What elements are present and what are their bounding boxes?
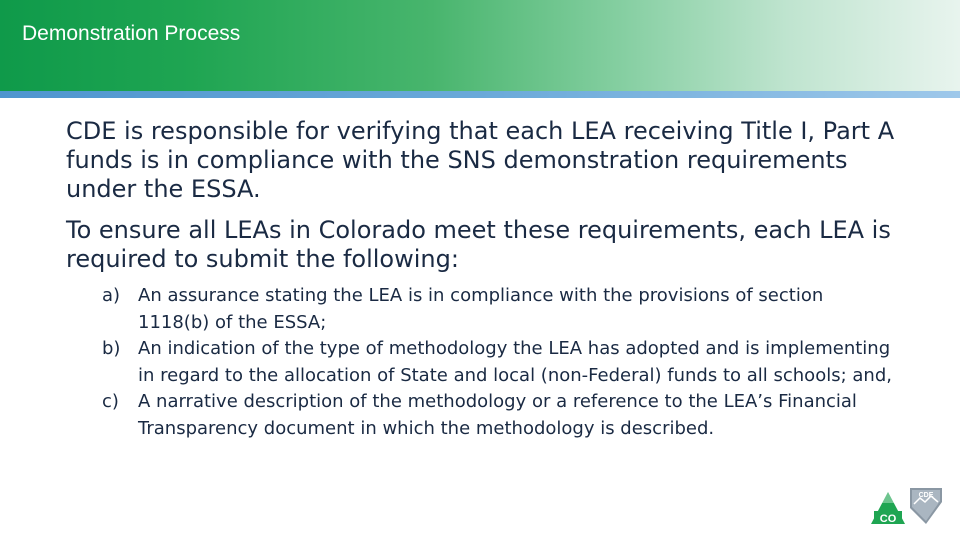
list-item (102, 283, 892, 336)
requirements-paragraph: To ensure all LEAs in Colorado meet these requirements, each LEA is required to submit the following: (66, 216, 891, 273)
logo-co-text: CO (879, 513, 897, 525)
list-marker: b) (102, 338, 121, 359)
list-marker: a) (102, 285, 121, 306)
intro-paragraph: CDE is responsible for verifying that each LEA receiving Title I, Part A funds is in compliance with the SNS demonstration requirements under the ESSA. (66, 117, 895, 203)
list-item-text: A narrative description of the methodology or a reference to the LEA’s Financial Transparency document in which the methodology is described. (138, 391, 857, 439)
list-item (102, 336, 892, 389)
requirements-list (102, 283, 892, 442)
list-item (102, 389, 892, 442)
cde-logo (868, 484, 946, 528)
header-stripe (0, 91, 960, 98)
slide-title: Demonstration Process (22, 22, 241, 45)
header-banner (0, 0, 960, 91)
logo-cde-text: CDE (918, 492, 934, 499)
list-item-text: An indication of the type of methodology the LEA has adopted and is implementing in regard to the allocation of State and local (non-Federal) funds to all schools; and, (138, 338, 892, 386)
list-marker: c) (102, 391, 119, 412)
list-item-text: An assurance stating the LEA is in compliance with the provisions of section 1118(b) of the ESSA; (138, 285, 824, 333)
